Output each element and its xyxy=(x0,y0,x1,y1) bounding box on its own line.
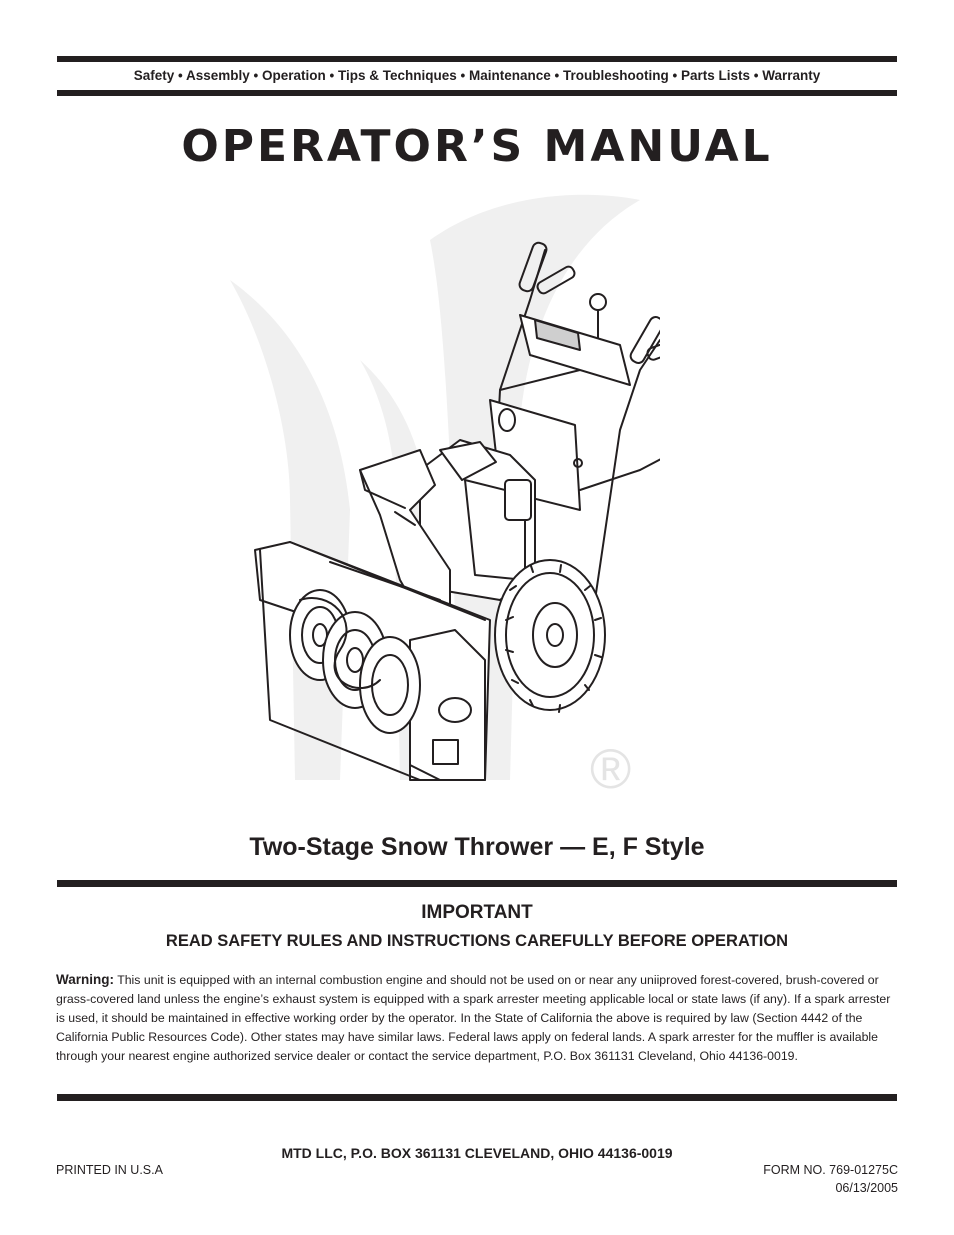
warning-text: This unit is equipped with an internal combustion engine and should not be used on or near any uniiproved forest-covered, brush-covered or grass-covered land unless the engine’s exhaust system is equipped with a spark arrester meeting applicable local or state laws (if any). If a spark arrester is used, it should be maintained in effective working order by the operator. In the State of California the above is required by law (Section 4442 of the California Public Resources Code). Other states may have similar laws. Federal laws apply on federal lands. A spark arrester for the muffler is available through your nearest engine authorized service dealer or contact the service department, P.O. Box 361131 Cleveland, Ohio 44136-0019. xyxy=(56,973,891,1063)
subtitle-rule xyxy=(57,880,897,887)
read-rules-instruction: READ SAFETY RULES AND INSTRUCTIONS CAREFULLY BEFORE OPERATION xyxy=(165,932,789,950)
shift-rod xyxy=(580,450,660,490)
registered-mark: ® xyxy=(590,737,632,800)
product-subtitle: Two-Stage Snow Thrower — E, F Style xyxy=(249,833,705,861)
drive-wheel xyxy=(495,560,605,712)
top-rule xyxy=(57,56,897,62)
important-heading: IMPORTANT xyxy=(421,902,533,923)
warning-label: Warning: xyxy=(56,972,114,987)
manual-title: OPERATOR’S MANUAL xyxy=(181,121,773,172)
warning-rule xyxy=(57,1094,897,1101)
form-number: FORM NO. 769-01275C xyxy=(763,1163,898,1177)
topics-bottom-rule xyxy=(57,90,897,96)
topics-bar: Safety • Assembly • Operation • Tips & Techniques • Maintenance • Troubleshooting • Parts Lists • Warranty xyxy=(133,68,821,83)
warning-paragraph xyxy=(56,970,898,1066)
form-date: 06/13/2005 xyxy=(835,1181,898,1195)
grip-right xyxy=(628,315,660,365)
printed-in: PRINTED IN U.S.A xyxy=(56,1163,163,1177)
snow-thrower-illustration xyxy=(200,180,660,810)
form-info xyxy=(763,1161,898,1197)
company-address: MTD LLC, P.O. BOX 361131 CLEVELAND, OHIO 44136-0019 xyxy=(281,1145,673,1161)
